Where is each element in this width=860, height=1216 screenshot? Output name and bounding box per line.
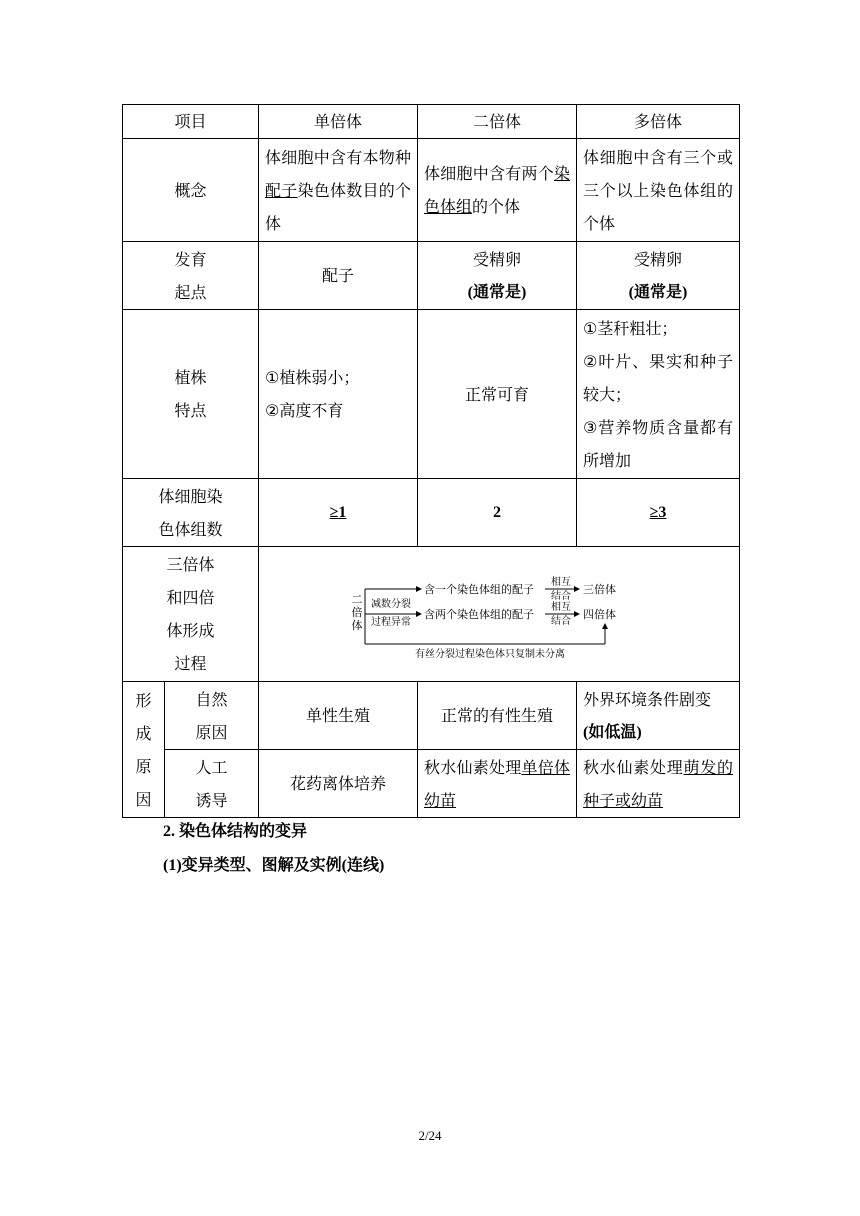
section-2-subtitle: (1)变异类型、图解及实例(连线) bbox=[163, 857, 385, 874]
table-row-chromosome-sets bbox=[123, 479, 740, 547]
natural-haploid: 单性生殖 bbox=[259, 682, 418, 750]
diagram-source-2: 倍 bbox=[351, 606, 363, 619]
diagram-source-1: 二 bbox=[351, 593, 363, 606]
sets-diploid: 2 bbox=[418, 479, 577, 547]
concept-polyploid: 体细胞中含有三个或三个以上染色体组的个体 bbox=[577, 139, 740, 242]
diagram-meiosis-1: 减数分裂 bbox=[371, 599, 412, 610]
diagram-combine-2: 结合 bbox=[551, 591, 572, 602]
header-haploid: 单倍体 bbox=[259, 105, 418, 139]
section-2-title: 2. 染色体结构的变异 bbox=[163, 823, 308, 840]
origin-haploid: 配子 bbox=[259, 242, 418, 310]
concept-diploid: 体细胞中含有两个染色体组的个体 bbox=[418, 139, 577, 242]
diagram-triploid: 三倍体 bbox=[583, 583, 617, 596]
diagram-tetraploid: 四倍体 bbox=[583, 608, 617, 621]
row-label-sets: 体细胞染 色体组数 bbox=[123, 479, 259, 547]
sets-polyploid: ≥3 bbox=[577, 479, 740, 547]
page-number: 2/24 bbox=[418, 1128, 442, 1143]
row-label-concept: 概念 bbox=[123, 139, 259, 242]
diagram-meiosis-2: 过程异常 bbox=[371, 617, 412, 628]
table-row-cause-artificial bbox=[123, 750, 740, 818]
traits-haploid: ①植株弱小； ②高度不育 bbox=[259, 310, 418, 479]
ploidy-comparison-table bbox=[122, 104, 740, 818]
sub-label-artificial: 人工 诱导 bbox=[165, 750, 259, 818]
traits-diploid: 正常可育 bbox=[418, 310, 577, 479]
diagram-combine-4: 结合 bbox=[551, 616, 572, 627]
artificial-haploid: 花药离体培养 bbox=[259, 750, 418, 818]
header-item: 项目 bbox=[123, 105, 259, 139]
table-row-cause-natural bbox=[123, 682, 740, 750]
origin-polyploid: 受精卵 (通常是) bbox=[577, 242, 740, 310]
table-header-row bbox=[123, 105, 740, 139]
row-label-traits: 植株 特点 bbox=[123, 310, 259, 479]
artificial-polyploid: 秋水仙素处理萌发的种子或幼苗 bbox=[577, 750, 740, 818]
diagram-gamete-one: 含一个染色体组的配子 bbox=[424, 583, 535, 596]
concept-haploid: 体细胞中含有本物种配子染色体数目的个体 bbox=[259, 139, 418, 242]
diagram-gamete-two: 含两个染色体组的配子 bbox=[424, 608, 535, 621]
diagram-combine-1: 相互 bbox=[551, 577, 572, 588]
sub-label-natural: 自然 原因 bbox=[165, 682, 259, 750]
formation-diagram-cell bbox=[259, 547, 740, 682]
diagram-combine-3: 相互 bbox=[551, 602, 572, 613]
header-diploid: 二倍体 bbox=[418, 105, 577, 139]
formation-diagram bbox=[349, 569, 649, 659]
table-row-traits bbox=[123, 310, 740, 479]
natural-diploid: 正常的有性生殖 bbox=[418, 682, 577, 750]
artificial-diploid: 秋水仙素处理单倍体幼苗 bbox=[418, 750, 577, 818]
diagram-source-3: 体 bbox=[351, 619, 363, 632]
natural-polyploid: 外界环境条件剧变 (如低温) bbox=[577, 682, 740, 750]
row-label-cause: 形 成 原 因 bbox=[123, 682, 165, 818]
table-row-formation bbox=[123, 547, 740, 682]
origin-diploid: 受精卵 (通常是) bbox=[418, 242, 577, 310]
table-row-origin bbox=[123, 242, 740, 310]
traits-polyploid: ①茎秆粗壮； ②叶片、果实和种子较大； ③营养物质含量都有所增加 bbox=[577, 310, 740, 479]
table-row-concept bbox=[123, 139, 740, 242]
row-label-formation: 三倍体 和四倍 体形成 过程 bbox=[123, 547, 259, 682]
header-polyploid: 多倍体 bbox=[577, 105, 740, 139]
sets-haploid: ≥1 bbox=[259, 479, 418, 547]
row-label-origin: 发育 起点 bbox=[123, 242, 259, 310]
diagram-mitosis-note: 有丝分裂过程染色体只复制未分离 bbox=[415, 649, 566, 659]
